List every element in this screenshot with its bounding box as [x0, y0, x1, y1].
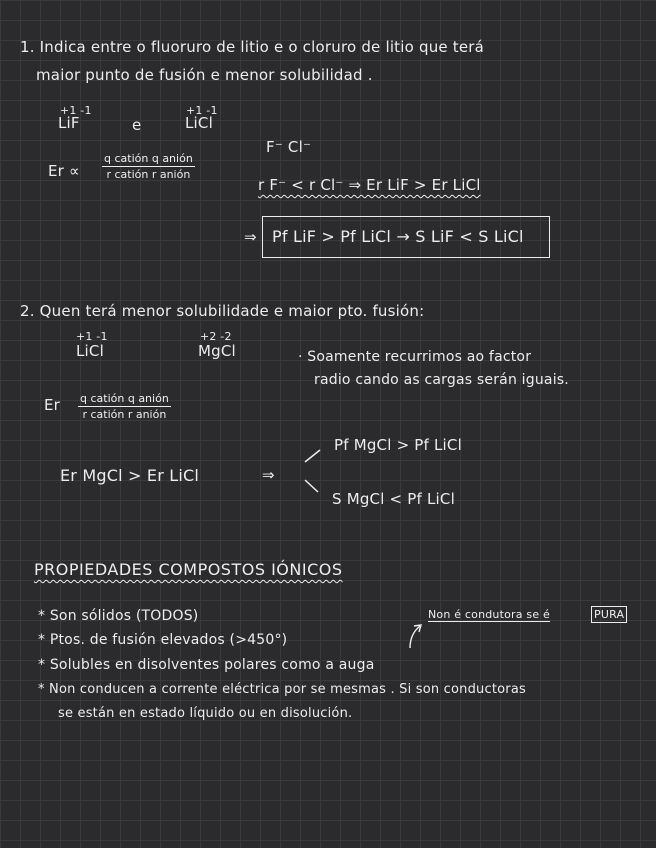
q2-er-fraction	[78, 392, 171, 421]
q1-line-1: 1. Indica entre o fluoruro de litio e o cloruro de litio que terá	[20, 38, 485, 56]
props-bullet-3: * Solubles en disolventes polares como a auga	[38, 657, 375, 673]
q2-result-melting-point: Pf MgCl > Pf LiCl	[334, 436, 462, 454]
q2-mgcl: MgCl	[198, 342, 236, 360]
q1-conclusion: Pf LiF > Pf LiCl → S LiF < S LiCl	[272, 227, 524, 246]
q1-radius-comparison: r F⁻ < r Cl⁻ ⇒ Er LiF > Er LiCl	[258, 176, 481, 194]
q1-lif: LiF	[58, 114, 80, 132]
q2-licl-charges: +1 -1	[76, 330, 108, 343]
q2-note-line-1: · Soamente recurrimos ao factor	[298, 349, 532, 365]
q2-result-solubility: S MgCl < Pf LiCl	[332, 490, 455, 508]
annotation-arrow	[410, 626, 420, 648]
q2-mgcl-charges: +2 -2	[200, 330, 232, 343]
q1-arrow: ⇒	[244, 228, 257, 246]
q1-er-label: Er ∝	[48, 162, 80, 180]
branch-down-line	[305, 480, 318, 492]
q1-licl-charges: +1 -1	[186, 104, 218, 117]
q2-fraction-denominator: r catión r anión	[82, 408, 167, 421]
props-heading: PROPIEDADES COMPOSTOS IÓNICOS	[34, 560, 343, 579]
props-bullet-2: * Ptos. de fusión elevados (>450°)	[38, 632, 288, 648]
q2-fraction-numerator: q catión q anión	[80, 392, 169, 405]
q1-conjunction: e	[132, 116, 142, 134]
branch-up-line	[305, 450, 320, 462]
props-bullet-4-continued: se están en estado líquido ou en disolución.	[58, 706, 353, 721]
props-bullet-4: * Non conducen a corrente eléctrica por se mesmas . Si son conductoras	[38, 682, 526, 697]
q1-fraction-numerator: q catión q anión	[104, 152, 193, 165]
q2-energy-comparison: Er MgCl > Er LiCl	[60, 466, 200, 485]
props-side-note: Non é condutora se é	[428, 608, 550, 621]
q1-er-fraction	[102, 152, 195, 181]
q1-lif-charges: +1 -1	[60, 104, 92, 117]
q2-line-1: 2. Quen terá menor solubilidade e maior pto. fusión:	[20, 302, 425, 320]
props-side-note-boxed: PURA	[591, 606, 627, 623]
q2-er-label: Er	[44, 396, 61, 414]
q1-ions: F⁻ Cl⁻	[266, 138, 312, 156]
q1-line-2: maior punto de fusión e menor solubilidad .	[36, 66, 373, 84]
props-bullet-1: * Son sólidos (TODOS)	[38, 608, 199, 624]
q2-licl: LiCl	[76, 342, 104, 360]
q2-arrow: ⇒	[262, 466, 275, 484]
q1-licl: LiCl	[185, 114, 213, 132]
q2-note-line-2: radio cando as cargas serán iguais.	[314, 372, 569, 388]
q1-fraction-denominator: r catión r anión	[106, 168, 191, 181]
